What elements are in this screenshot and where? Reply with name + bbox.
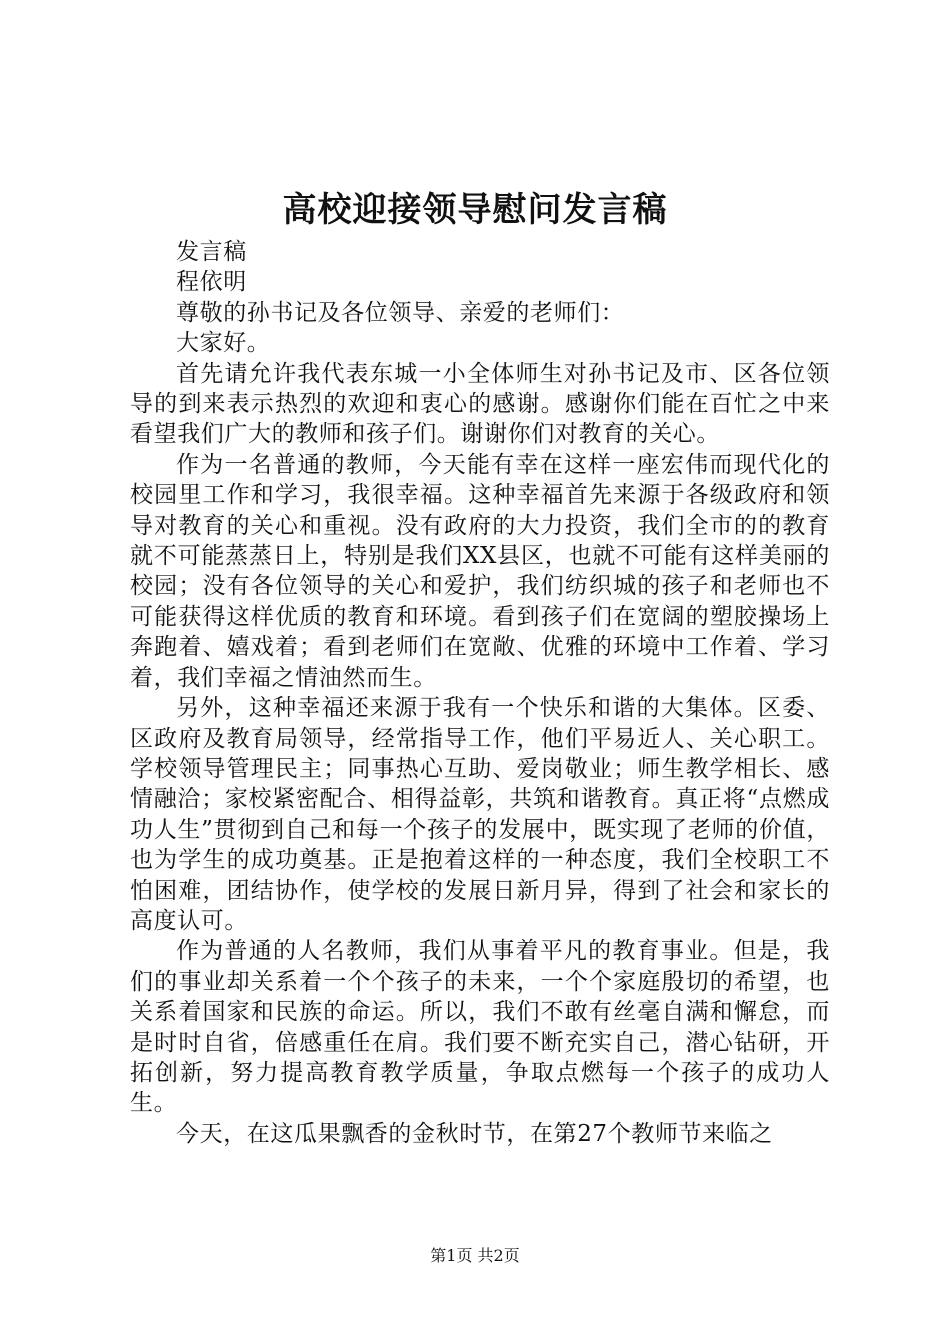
paragraph-body: 作为一名普通的教师，今天能有幸在这样一座宏伟而现代化的校园里工作和学习，我很幸福。这种幸福首先来源于各级政府和领导对教育的关心和重视。没有政府的大力投资，我们全市的的教育就不可能蒸蒸日上，特别是我们XX县区，也就不可能有这样美丽的校园；没有各位领导的关心和爱护，我们纺织城的孩子和老师也不可能获得这样优质的教育和环境。看到孩子们在宽阔的塑胶操场上奔跑着、嬉戏着；看到老师们在宽敞、优雅的环境中工作着、学习着，我们幸福之情油然而生。: [130, 451, 830, 691]
paragraph-body: 首先请允许我代表东城一小全体师生对孙书记及市、区各位领导的到来表示热烈的欢迎和衷心的感谢。感谢你们能在百忙之中来看望我们广大的教师和孩子们。谢谢你们对教育的关心。: [130, 360, 830, 448]
page-number-footer: 第1页 共2页: [430, 1246, 520, 1265]
paragraph-body: 今天，在这瓜果飘香的金秋时节，在第27个教师节来临之: [176, 1120, 773, 1147]
paragraph-body: 另外，这种幸福还来源于我有一个快乐和谐的大集体。区委、区政府及教育局领导，经常指导工作，他们平易近人、关心职工。学校领导管理民主；同事热心互助、爱岗敬业；师生教学相长、感情融洽；家校紧密配合、相得益彰，共筑和谐教育。真正将“点燃成功人生”贯彻到自己和每一个孩子的发展中，既实现了老师的价值，也为学生的成功奠基。正是抱着这样的一种态度，我们全校职工不怕困难，团结协作，使学校的发展日新月异，得到了社会和家长的高度认可。: [130, 695, 830, 934]
document-title: 高校迎接领导慰问发言稿: [282, 190, 668, 230]
paragraph-body: 作为普通的人名教师，我们从事着平凡的教育事业。但是，我们的事业却关系着一个个孩子的未来，一个个家庭殷切的希望，也关系着国家和民族的命运。所以，我们不敢有丝毫自满和懈怠，而是时时自省，倍感重任在肩。我们要不断充实自己，潜心钻研，开拓创新，努力提高教育教学质量，争取点燃每一个孩子的成功人生。: [130, 938, 830, 1117]
paragraph-greeting: 大家好。: [176, 330, 271, 357]
paragraph-salutation: 尊敬的孙书记及各位领导、亲爱的老师们：: [176, 299, 625, 326]
paragraph-author: 程依明: [176, 269, 247, 296]
paragraph-heading-label: 发言稿: [176, 239, 247, 265]
document-body: [130, 237, 830, 1149]
